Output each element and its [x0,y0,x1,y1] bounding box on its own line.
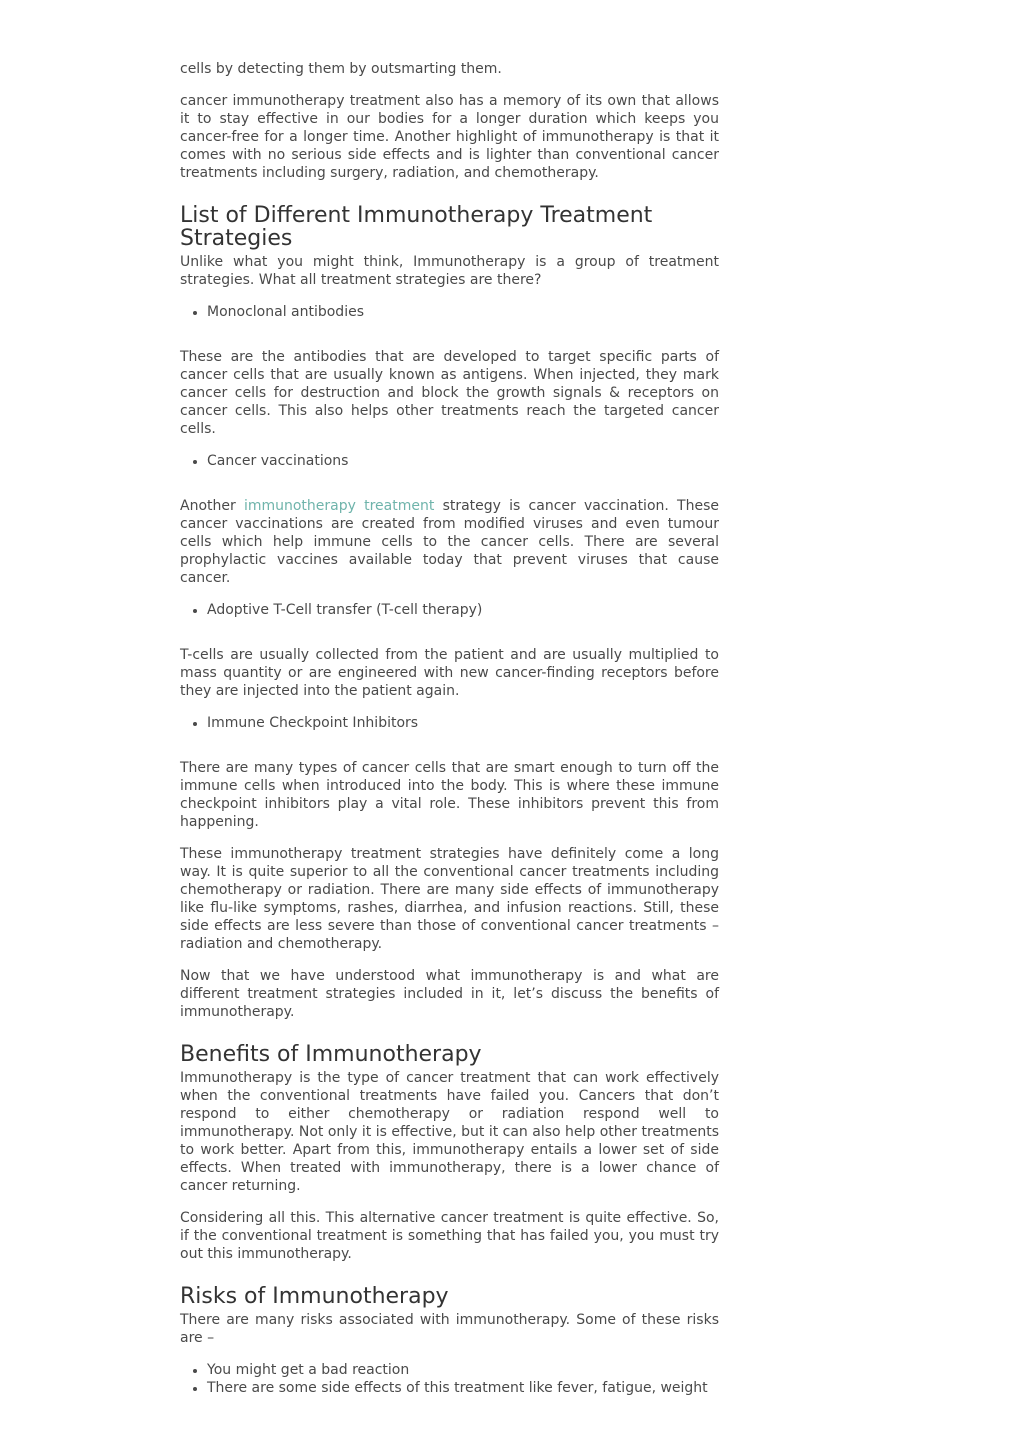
paragraph: There are many risks associated with immunotherapy. Some of these risks are – [180,1312,719,1346]
list-item: • You might get a bad reaction [207,1361,719,1379]
strategy-list [180,303,719,321]
strategy-list [180,714,719,732]
article-body [180,60,719,1397]
text-span: strategy is cancer vaccination. These cancer vaccinations are created from modified viruses and even tumour cells which help immune cells to the cancer cells. There are several prophylactic vaccines available today that prevent viruses that cause cancer. [180,498,719,586]
paragraph: There are many types of cancer cells that are smart enough to turn off the immune cells when introduced into the body. This is where these immune checkpoint inhibitors play a vital role. These inhibitors prevent this from happening. [180,760,719,830]
immunotherapy-treatment-link[interactable]: immunotherapy treatment [243,498,435,514]
list-item: • Cancer vaccinations [207,452,719,470]
paragraph: cells by detecting them by outsmarting them. [180,61,502,77]
list-item: • Immune Checkpoint Inhibitors [207,714,719,732]
list-item: • Monoclonal antibodies [207,303,719,321]
paragraph: Now that we have understood what immunotherapy is and what are different treatment strategies included in it, let’s discuss the benefits of immunotherapy. [180,968,719,1020]
list-item: • There are some side effects of this treatment like fever, fatigue, weight [207,1379,719,1397]
paragraph [180,497,719,587]
paragraph: Considering all this. This alternative cancer treatment is quite effective. So, if the conventional treatment is something that has failed you, you must try out this immunotherapy. [180,1210,719,1262]
paragraph: T-cells are usually collected from the patient and are usually multiplied to mass quantity or are engineered with new cancer-finding receptors before they are injected into the patient again. [180,647,719,699]
paragraph: Unlike what you might think, Immunotherapy is a group of treatment strategies. What all treatment strategies are there? [180,254,719,288]
paragraph: These are the antibodies that are developed to target specific parts of cancer cells that are usually known as antigens. When injected, they mark cancer cells for destruction and block the growth signals & receptors on cancer cells. This also helps other treatments reach the targeted cancer cells. [180,349,719,437]
paragraph: These immunotherapy treatment strategies have definitely come a long way. It is quite superior to all the conventional cancer treatments including chemotherapy or radiation. There are many side effects of immunotherapy like flu-like symptoms, rashes, diarrhea, and infusion reactions. Still, these side effects are less severe than those of conventional cancer treatments – radiation and chemotherapy. [180,846,719,952]
strategy-list [180,452,719,470]
section-heading-risks: Risks of Immunotherapy [180,1284,449,1309]
paragraph: cancer immunotherapy treatment also has a memory of its own that allows it to stay effective in our bodies for a longer duration which keeps you cancer-free for a longer time. Another highlight of immunotherapy is that it comes with no serious side effects and is lighter than conventional cancer treatments including surgery, radiation, and chemotherapy. [180,93,719,181]
list-item: • Adoptive T-Cell transfer (T-cell therapy) [207,601,719,619]
section-heading-benefits: Benefits of Immunotherapy [180,1042,482,1067]
paragraph: Immunotherapy is the type of cancer treatment that can work effectively when the conventional treatments have failed you. Cancers that don’t respond to either chemotherapy or radiation respond well to immunotherapy. Not only it is effective, but it can also help other treatments to work better. Apart from this, immunotherapy entails a lower set of side effects. When treated with immunotherapy, there is a lower chance of cancer returning. [180,1070,720,1194]
section-heading-strategies: List of Different Immunotherapy Treatment Strategies [180,203,653,251]
strategy-list [180,601,719,619]
text-span: Another [180,498,244,514]
risk-list [180,1361,719,1397]
